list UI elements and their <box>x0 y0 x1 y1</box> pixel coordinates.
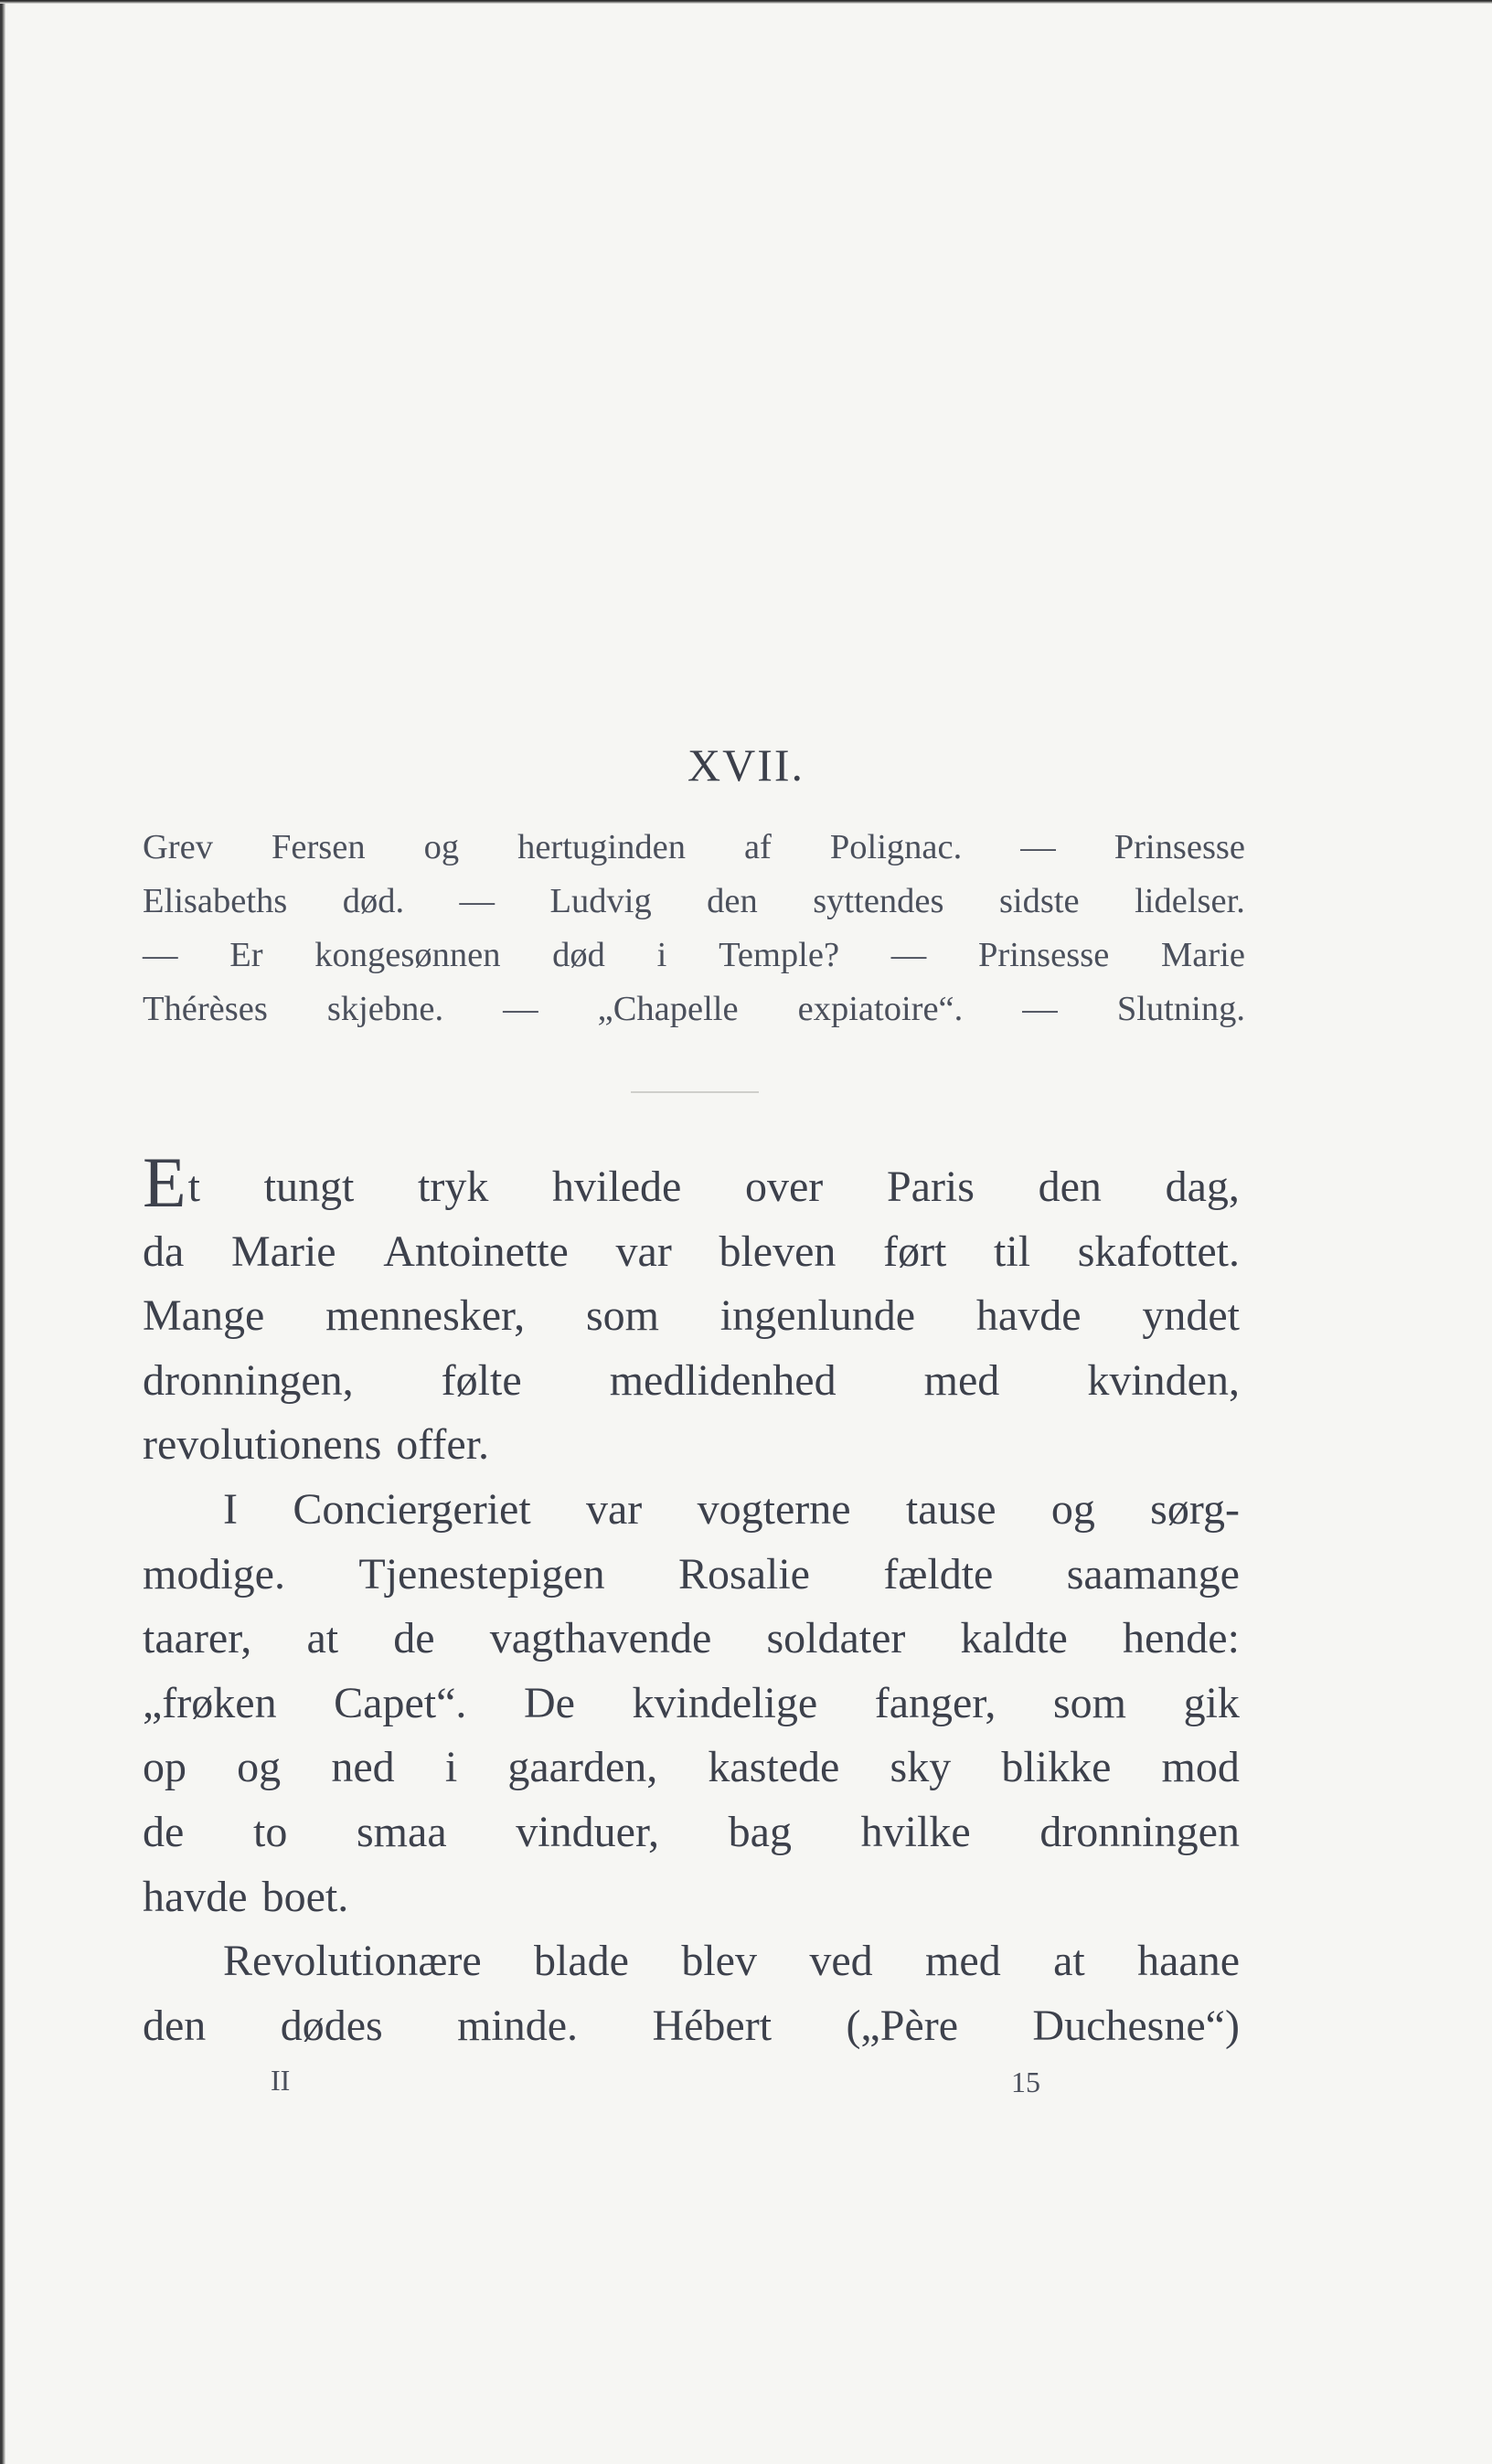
word: syttendes <box>813 882 944 920</box>
word: — <box>1022 990 1058 1028</box>
word: Paris <box>886 1163 975 1211</box>
word: af <box>743 828 772 866</box>
word: fældte <box>883 1549 994 1598</box>
word: de <box>143 1807 185 1856</box>
word: i <box>444 1743 458 1792</box>
summary-line <box>143 982 1245 1036</box>
word: Ludvig <box>549 882 652 920</box>
body-line <box>143 1478 1240 1543</box>
word: mod <box>1161 1743 1240 1792</box>
body-line <box>143 1994 1240 2059</box>
word: sidste <box>998 882 1080 920</box>
word: — <box>503 990 538 1028</box>
word: modige. <box>143 1549 285 1598</box>
body-text <box>143 1142 1240 2058</box>
word: smaa <box>357 1807 447 1856</box>
word: kaldte <box>960 1614 1068 1663</box>
word: medlidenhed <box>609 1355 837 1405</box>
word: til <box>994 1227 1031 1276</box>
drop-initial-line <box>143 1142 186 1222</box>
chapter-number: XVII. <box>687 739 805 791</box>
word: saamange <box>1066 1549 1240 1598</box>
word: gik <box>1183 1678 1240 1727</box>
word: at <box>1053 1937 1085 1986</box>
word: „Chapelle <box>597 990 739 1028</box>
word: expiatoire“. <box>797 990 964 1028</box>
word: skjebne. <box>326 990 444 1028</box>
word: da <box>143 1227 185 1276</box>
word: taarer, <box>143 1614 252 1663</box>
word: tause <box>905 1484 996 1534</box>
body-line <box>143 1349 1240 1414</box>
page-number: 15 <box>1011 2066 1040 2098</box>
word: tungt <box>263 1163 355 1211</box>
word: Capet“. <box>334 1678 467 1727</box>
word: dronningen <box>1039 1807 1240 1856</box>
word: og <box>237 1743 282 1792</box>
word: den <box>707 882 758 920</box>
word: blikke <box>1001 1743 1112 1792</box>
section-divider <box>631 1091 759 1093</box>
word: Grev <box>143 828 213 866</box>
word: at <box>306 1614 339 1663</box>
word: soldater <box>766 1614 906 1663</box>
word: dronningen, <box>143 1355 354 1405</box>
body-line <box>143 1284 1240 1349</box>
body-line <box>143 1929 1240 1994</box>
initial-letter: E <box>143 1142 186 1222</box>
word: med <box>923 1355 1000 1405</box>
word: vagthavende <box>489 1614 712 1663</box>
word: hertuginden <box>517 828 686 866</box>
summary-line <box>143 929 1245 982</box>
word: yndet <box>1142 1291 1240 1341</box>
first-line-words <box>186 1155 1240 1220</box>
word: hvilke <box>860 1807 971 1856</box>
word: Tjenestepigen <box>358 1549 605 1598</box>
word: — <box>459 882 496 920</box>
word: hende: <box>1122 1614 1240 1663</box>
word: følte <box>441 1355 522 1405</box>
word: Rosalie <box>678 1549 810 1598</box>
word: Hébert <box>652 2001 773 2050</box>
word: bleven <box>719 1227 837 1276</box>
word: — <box>143 936 178 974</box>
word: Fersen <box>271 828 366 866</box>
word: to <box>252 1807 288 1856</box>
word: („Père <box>846 2001 959 2050</box>
body-line <box>143 1413 1240 1478</box>
word: ingenlunde <box>719 1291 916 1341</box>
word: lidelser. <box>1135 882 1245 920</box>
summary-line <box>143 875 1245 929</box>
word: Antoinette <box>383 1227 569 1276</box>
word: kongesønnen <box>314 936 501 974</box>
page-edge <box>0 0 5 2464</box>
word: blev <box>681 1937 757 1986</box>
word: gaarden, <box>507 1743 658 1792</box>
word: ført <box>883 1227 947 1276</box>
page-top-edge <box>0 0 1492 4</box>
word: kvindelige <box>632 1678 818 1727</box>
word: død <box>552 936 605 974</box>
word: skafottet. <box>1077 1227 1240 1276</box>
word: Temple? <box>719 936 840 974</box>
word: dag, <box>1165 1163 1240 1211</box>
word: over <box>744 1163 824 1211</box>
word: Conciergeriet <box>293 1484 531 1534</box>
word: vinduer, <box>516 1807 659 1856</box>
word: Polignac. <box>829 828 963 866</box>
word: var <box>615 1227 672 1276</box>
word: blade <box>534 1937 629 1986</box>
body-line-first <box>143 1142 1240 1222</box>
word: haane <box>1137 1937 1240 1986</box>
word: hvilede <box>552 1163 682 1211</box>
word: havde <box>143 1872 248 1921</box>
word: havde <box>975 1291 1082 1341</box>
chapter-summary <box>143 821 1245 1036</box>
word: ned <box>331 1743 395 1792</box>
word: Elisabeths <box>143 882 288 920</box>
word: og <box>1050 1484 1095 1534</box>
word: som <box>585 1291 659 1341</box>
word: „frøken <box>143 1678 277 1727</box>
word: Prinsesse <box>978 936 1110 974</box>
word: var <box>585 1484 643 1534</box>
word: og <box>423 828 460 866</box>
word: som <box>1052 1678 1126 1727</box>
word: sørg- <box>1150 1484 1240 1534</box>
word: ved <box>809 1937 873 1986</box>
word: bag <box>728 1807 792 1856</box>
word: Marie <box>1161 936 1245 974</box>
word: — <box>890 936 927 974</box>
word: revolutionens <box>143 1420 382 1470</box>
word: Marie <box>230 1227 336 1276</box>
word: Mange <box>143 1291 265 1341</box>
word: Er <box>229 936 263 974</box>
word: Duchesne“) <box>1032 2001 1240 2050</box>
word: sky <box>890 1743 952 1792</box>
summary-line <box>143 821 1245 875</box>
body-line <box>143 1672 1240 1736</box>
word: offer. <box>396 1420 490 1470</box>
word: I <box>223 1484 238 1534</box>
word: kastede <box>708 1743 840 1792</box>
word: dødes <box>280 2001 383 2050</box>
word: vogterne <box>697 1484 851 1534</box>
word: — <box>1020 828 1056 866</box>
word: kvinden, <box>1087 1355 1240 1405</box>
word: op <box>143 1743 186 1792</box>
word: de <box>393 1614 435 1663</box>
body-line <box>143 1220 1240 1285</box>
body-line <box>143 1607 1240 1672</box>
body-line <box>143 1800 1240 1865</box>
word: den <box>1038 1163 1102 1211</box>
body-line <box>143 1736 1240 1800</box>
signature-mark: II <box>271 2064 291 2097</box>
word: med <box>925 1937 1001 1986</box>
word: minde. <box>457 2001 579 2050</box>
word: t <box>187 1163 200 1211</box>
word: Slutning. <box>1116 990 1245 1028</box>
word: den <box>143 2001 207 2050</box>
word: mennesker, <box>325 1291 526 1341</box>
word: død. <box>342 882 405 920</box>
word: Revolutionære <box>223 1937 482 1986</box>
word: boet. <box>261 1872 349 1921</box>
body-line <box>143 1543 1240 1608</box>
word: Prinsesse <box>1114 828 1245 866</box>
body-line <box>143 1865 1240 1930</box>
word: tryk <box>418 1163 489 1211</box>
word: fanger, <box>874 1678 996 1727</box>
word: Thérèses <box>143 990 268 1028</box>
word: De <box>524 1678 575 1727</box>
word: i <box>656 936 667 974</box>
